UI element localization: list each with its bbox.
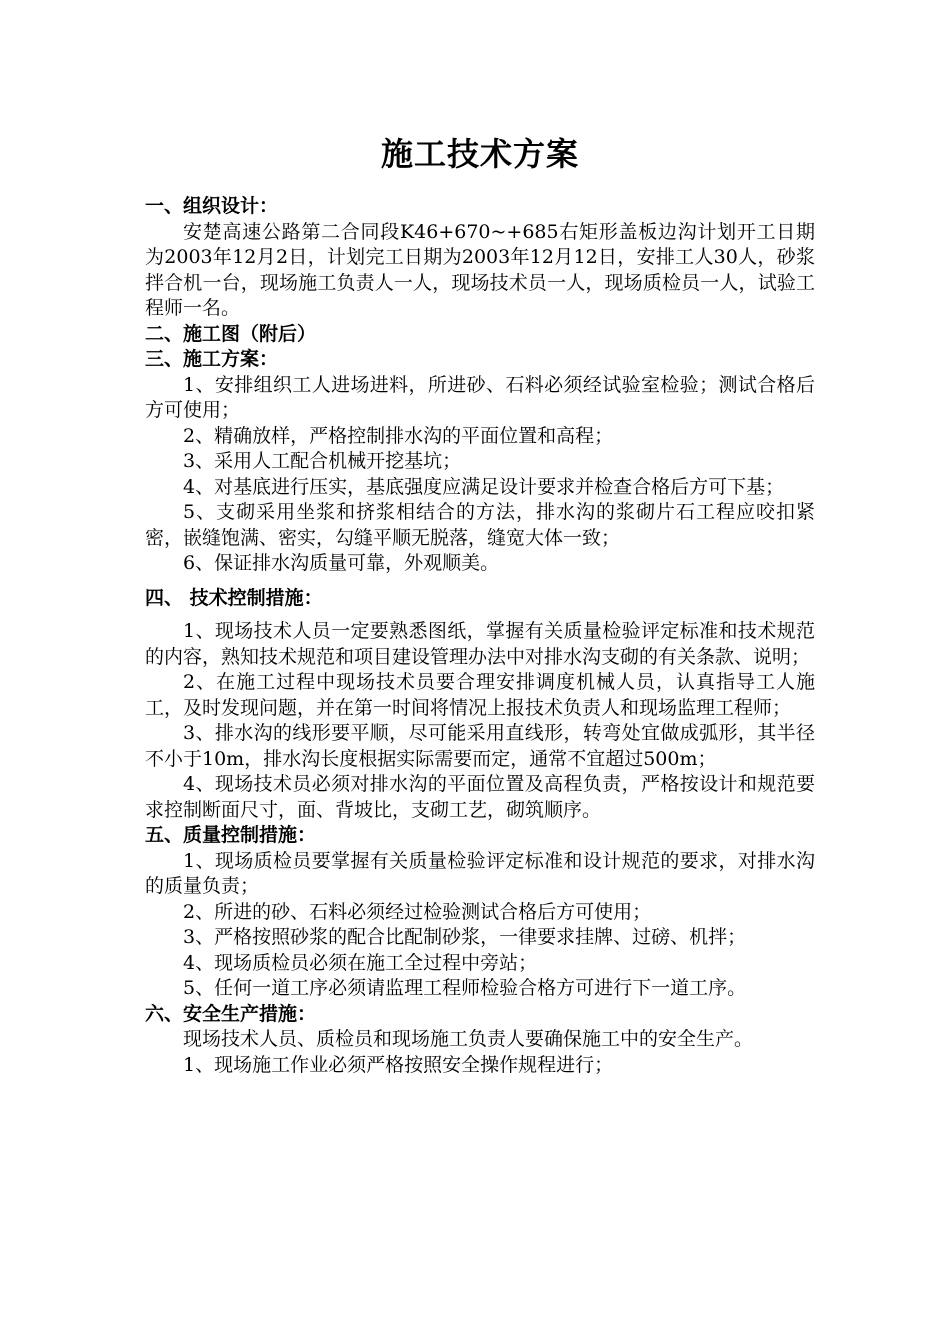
paragraph: 3、严格按照砂浆的配合比配制砂浆，一律要求挂牌、过磅、机拌； xyxy=(183,926,747,948)
paragraph: 2、在施工过程中现场技术员要合理安排调度机械人员，认真指导工人施工，及时发现问题，并在第一时间将情况上报技术负责人和现场监理工程师； xyxy=(145,671,815,719)
section-heading: 五、质量控制措施： xyxy=(145,824,317,846)
paragraph: 2、所进的砂、石料必须经过检验测试合格后方可使用； xyxy=(183,900,652,923)
document-page xyxy=(145,132,815,1078)
paragraph: 5、任何一道工序必须请监理工程师检验合格方可进行下一道工序。 xyxy=(183,977,747,999)
paragraph: 3、采用人工配合机械开挖基坑； xyxy=(183,450,462,472)
paragraph: 3、排水沟的线形要平顺，尽可能采用直线形，转弯处宜做成弧形，其半径不小于10m，排水沟长度根据实际需要而定，通常不宜超过500m； xyxy=(145,722,815,770)
paragraph: 5、支砌采用坐浆和挤浆相结合的方法，排水沟的浆砌片石工程应咬扣紧密，嵌缝饱满、密实，勾缝平顺无脱落，缝宽大体一致； xyxy=(145,501,815,549)
paragraph: 1、安排组织工人进场进料，所进砂、石料必须经试验室检验；测试合格后方可使用； xyxy=(145,373,815,421)
document-title: 施工技术方案 xyxy=(380,135,579,173)
section-heading: 三、施工方案： xyxy=(145,348,279,370)
paragraph: 1、现场施工作业必须严格按照安全操作规程进行； xyxy=(183,1053,614,1076)
paragraph: 现场技术人员、质检员和现场施工负责人要确保施工中的安全生产。 xyxy=(183,1028,754,1050)
section-heading: 六、安全生产措施： xyxy=(145,1002,317,1025)
paragraph: 4、现场技术员必须对排水沟的平面位置及高程负责，严格按设计和规范要求控制断面尺寸，面、背坡比，支砌工艺，砌筑顺序。 xyxy=(145,773,815,821)
paragraph: 安楚高速公路第二合同段K46+670~+685右矩形盖板边沟计划开工日期为2003年12月2日，计划完工日期为2003年12月12日，安排工人30人，砂浆拌合机一台，现场施工负责人一人，现场技术员一人，现场质检员一人，试验工程师一名。 xyxy=(145,220,815,319)
paragraph: 6、保证排水沟质量可靠，外观顺美。 xyxy=(183,552,500,574)
paragraph: 2、精确放样，严格控制排水沟的平面位置和高程； xyxy=(183,424,614,447)
section-heading: 一、组织设计： xyxy=(145,195,279,217)
section-drawings xyxy=(145,322,815,348)
section-organization xyxy=(145,194,815,322)
section-construction-plan xyxy=(145,347,815,577)
section-quality-control xyxy=(145,823,815,1002)
section-safety xyxy=(145,1002,815,1079)
paragraph: 1、现场技术人员一定要熟悉图纸，掌握有关质量检验评定标准和技术规范的内容，熟知技术规范和项目建设管理办法中对排水沟支砌的有关条款、说明； xyxy=(145,620,815,668)
section-heading: 四、 技术控制措施： xyxy=(145,586,323,609)
paragraph: 4、现场质检员必须在施工全过程中旁站； xyxy=(183,951,538,974)
paragraph: 1、现场质检员要掌握有关质量检验评定标准和设计规范的要求，对排水沟的质量负责； xyxy=(145,849,815,897)
section-heading: 二、施工图（附后） xyxy=(145,322,317,345)
section-technical-control xyxy=(145,586,815,824)
paragraph: 4、对基底进行压实，基底强度应满足设计要求并检查合格后方可下基； xyxy=(183,475,785,498)
